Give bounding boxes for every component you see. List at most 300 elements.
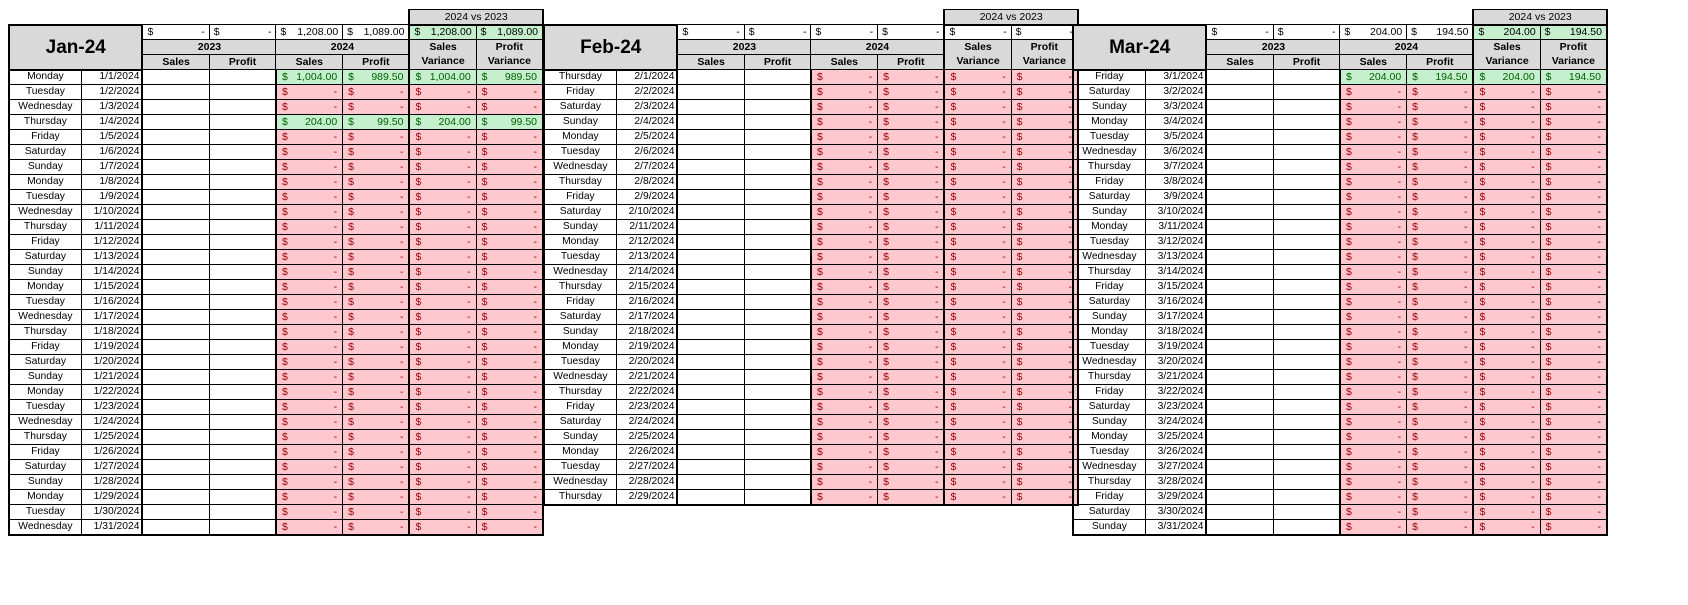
sales-variance-cell[interactable] xyxy=(944,205,1011,220)
profit-variance-cell[interactable] xyxy=(1540,340,1607,355)
date-cell[interactable]: 1/2/2024 xyxy=(81,85,142,100)
date-cell[interactable]: 2/5/2024 xyxy=(616,130,677,145)
day-cell[interactable]: Wednesday xyxy=(9,310,81,325)
profit-2023-cell[interactable] xyxy=(744,445,811,460)
profit-2024-cell[interactable] xyxy=(878,235,945,250)
profit-variance-cell[interactable] xyxy=(1540,265,1607,280)
sales-2023-cell[interactable] xyxy=(142,340,209,355)
sales-2024-cell[interactable] xyxy=(811,445,878,460)
sales-2023-cell[interactable] xyxy=(1206,445,1273,460)
month-total-cell[interactable] xyxy=(1540,25,1607,40)
profit-variance-cell[interactable] xyxy=(1011,235,1078,250)
profit-variance-cell[interactable] xyxy=(476,490,543,505)
profit-2024-cell[interactable] xyxy=(878,325,945,340)
date-cell[interactable]: 2/25/2024 xyxy=(616,430,677,445)
sales-variance-cell[interactable] xyxy=(409,265,476,280)
profit-2023-cell[interactable] xyxy=(744,430,811,445)
profit-2024-cell[interactable] xyxy=(1407,325,1474,340)
profit-2024-cell[interactable] xyxy=(1407,430,1474,445)
day-cell[interactable]: Sunday xyxy=(544,325,616,340)
sales-variance-cell[interactable] xyxy=(944,70,1011,85)
sales-variance-cell[interactable] xyxy=(1473,490,1540,505)
date-cell[interactable]: 3/29/2024 xyxy=(1145,490,1206,505)
day-cell[interactable]: Thursday xyxy=(544,490,616,505)
sales-2024-cell[interactable] xyxy=(1340,115,1407,130)
profit-variance-cell[interactable] xyxy=(1540,505,1607,520)
sales-2024-cell[interactable] xyxy=(811,400,878,415)
profit-2024-cell[interactable] xyxy=(878,415,945,430)
profit-2023-cell[interactable] xyxy=(744,385,811,400)
day-cell[interactable]: Friday xyxy=(9,130,81,145)
sales-2023-cell[interactable] xyxy=(142,160,209,175)
profit-2023-cell[interactable] xyxy=(1273,490,1340,505)
sales-2024-cell[interactable] xyxy=(1340,235,1407,250)
sales-variance-cell[interactable] xyxy=(1473,355,1540,370)
sales-2024-cell[interactable] xyxy=(811,370,878,385)
date-cell[interactable]: 2/14/2024 xyxy=(616,265,677,280)
profit-variance-cell[interactable] xyxy=(476,175,543,190)
date-cell[interactable]: 2/26/2024 xyxy=(616,445,677,460)
sales-2023-cell[interactable] xyxy=(142,235,209,250)
profit-variance-cell[interactable] xyxy=(1540,190,1607,205)
sales-2023-cell[interactable] xyxy=(1206,70,1273,85)
sales-variance-cell[interactable] xyxy=(944,175,1011,190)
sales-2023-cell[interactable] xyxy=(142,295,209,310)
profit-variance-cell[interactable] xyxy=(1011,190,1078,205)
sales-variance-cell[interactable] xyxy=(409,205,476,220)
sales-2023-cell[interactable] xyxy=(1206,310,1273,325)
date-cell[interactable]: 3/7/2024 xyxy=(1145,160,1206,175)
day-cell[interactable]: Wednesday xyxy=(544,160,616,175)
profit-2023-cell[interactable] xyxy=(1273,250,1340,265)
profit-variance-cell[interactable] xyxy=(476,445,543,460)
day-cell[interactable]: Monday xyxy=(9,490,81,505)
profit-2023-cell[interactable] xyxy=(209,340,276,355)
profit-2024-cell[interactable] xyxy=(1407,295,1474,310)
profit-2023-cell[interactable] xyxy=(1273,430,1340,445)
sales-variance-cell[interactable] xyxy=(1473,175,1540,190)
day-cell[interactable]: Monday xyxy=(9,175,81,190)
date-cell[interactable]: 2/3/2024 xyxy=(616,100,677,115)
sales-2023-cell[interactable] xyxy=(142,220,209,235)
sales-variance-cell[interactable] xyxy=(1473,415,1540,430)
sales-2023-cell[interactable] xyxy=(1206,355,1273,370)
date-cell[interactable]: 3/25/2024 xyxy=(1145,430,1206,445)
profit-2023-cell[interactable] xyxy=(744,280,811,295)
profit-2024-cell[interactable] xyxy=(343,445,410,460)
profit-2023-cell[interactable] xyxy=(209,130,276,145)
profit-variance-cell[interactable] xyxy=(1011,250,1078,265)
profit-variance-cell[interactable] xyxy=(1011,430,1078,445)
date-cell[interactable]: 3/1/2024 xyxy=(1145,70,1206,85)
date-cell[interactable]: 3/8/2024 xyxy=(1145,175,1206,190)
profit-variance-cell[interactable] xyxy=(476,130,543,145)
date-cell[interactable]: 3/16/2024 xyxy=(1145,295,1206,310)
sales-2023-cell[interactable] xyxy=(677,190,744,205)
sales-2023-cell[interactable] xyxy=(142,190,209,205)
day-cell[interactable]: Tuesday xyxy=(544,355,616,370)
day-cell[interactable]: Friday xyxy=(544,190,616,205)
sales-variance-cell[interactable] xyxy=(1473,85,1540,100)
date-cell[interactable]: 1/5/2024 xyxy=(81,130,142,145)
profit-2023-cell[interactable] xyxy=(744,265,811,280)
profit-2023-cell[interactable] xyxy=(744,160,811,175)
sales-variance-cell[interactable] xyxy=(1473,265,1540,280)
date-cell[interactable]: 3/13/2024 xyxy=(1145,250,1206,265)
profit-2024-cell[interactable] xyxy=(878,220,945,235)
sales-variance-cell[interactable] xyxy=(1473,160,1540,175)
sales-2024-cell[interactable] xyxy=(811,100,878,115)
sales-2023-cell[interactable] xyxy=(677,310,744,325)
sales-variance-cell[interactable] xyxy=(409,520,476,535)
sales-variance-cell[interactable] xyxy=(409,115,476,130)
day-cell[interactable]: Sunday xyxy=(544,115,616,130)
sales-2024-cell[interactable] xyxy=(276,415,343,430)
sales-2024-cell[interactable] xyxy=(1340,145,1407,160)
day-cell[interactable]: Thursday xyxy=(544,280,616,295)
sales-2024-cell[interactable] xyxy=(811,430,878,445)
profit-2024-cell[interactable] xyxy=(878,85,945,100)
day-cell[interactable]: Saturday xyxy=(544,205,616,220)
profit-variance-cell[interactable] xyxy=(476,265,543,280)
profit-2024-cell[interactable] xyxy=(1407,115,1474,130)
sales-2023-cell[interactable] xyxy=(142,445,209,460)
sales-variance-cell[interactable] xyxy=(944,85,1011,100)
sales-variance-cell[interactable] xyxy=(1473,370,1540,385)
day-cell[interactable]: Tuesday xyxy=(9,85,81,100)
profit-2024-cell[interactable] xyxy=(1407,100,1474,115)
day-cell[interactable]: Sunday xyxy=(1073,310,1145,325)
sales-2024-cell[interactable] xyxy=(1340,475,1407,490)
profit-variance-cell[interactable] xyxy=(476,460,543,475)
date-cell[interactable]: 3/11/2024 xyxy=(1145,220,1206,235)
date-cell[interactable]: 1/24/2024 xyxy=(81,415,142,430)
profit-2023-cell[interactable] xyxy=(1273,70,1340,85)
month-total-cell[interactable] xyxy=(1473,25,1540,40)
sales-2023-cell[interactable] xyxy=(142,490,209,505)
profit-variance-cell[interactable] xyxy=(1540,160,1607,175)
sales-2024-cell[interactable] xyxy=(1340,250,1407,265)
profit-2024-cell[interactable] xyxy=(1407,370,1474,385)
sales-2023-cell[interactable] xyxy=(677,175,744,190)
sales-2023-cell[interactable] xyxy=(142,250,209,265)
profit-2023-cell[interactable] xyxy=(1273,340,1340,355)
date-cell[interactable]: 3/28/2024 xyxy=(1145,475,1206,490)
sales-variance-cell[interactable] xyxy=(944,415,1011,430)
day-cell[interactable]: Sunday xyxy=(9,370,81,385)
day-cell[interactable]: Thursday xyxy=(1073,475,1145,490)
date-cell[interactable]: 2/22/2024 xyxy=(616,385,677,400)
profit-variance-cell[interactable] xyxy=(1011,160,1078,175)
day-cell[interactable]: Wednesday xyxy=(1073,460,1145,475)
profit-2024-cell[interactable] xyxy=(1407,205,1474,220)
sales-variance-cell[interactable] xyxy=(944,250,1011,265)
date-cell[interactable]: 2/20/2024 xyxy=(616,355,677,370)
profit-variance-cell[interactable] xyxy=(476,505,543,520)
profit-variance-cell[interactable] xyxy=(1011,145,1078,160)
date-cell[interactable]: 1/30/2024 xyxy=(81,505,142,520)
day-cell[interactable]: Saturday xyxy=(9,355,81,370)
profit-variance-cell[interactable] xyxy=(1540,115,1607,130)
profit-2023-cell[interactable] xyxy=(209,505,276,520)
month-total-cell[interactable] xyxy=(1407,25,1474,40)
day-cell[interactable]: Friday xyxy=(544,400,616,415)
sales-2023-cell[interactable] xyxy=(142,505,209,520)
sales-2023-cell[interactable] xyxy=(142,430,209,445)
profit-2024-cell[interactable] xyxy=(878,160,945,175)
sales-2024-cell[interactable] xyxy=(1340,265,1407,280)
sales-2024-cell[interactable] xyxy=(276,145,343,160)
month-total-cell[interactable] xyxy=(677,25,744,40)
profit-2023-cell[interactable] xyxy=(744,490,811,505)
sales-2024-cell[interactable] xyxy=(811,355,878,370)
profit-2024-cell[interactable] xyxy=(1407,400,1474,415)
sales-2024-cell[interactable] xyxy=(811,190,878,205)
sales-2023-cell[interactable] xyxy=(677,250,744,265)
sales-2023-cell[interactable] xyxy=(677,475,744,490)
sales-2023-cell[interactable] xyxy=(1206,100,1273,115)
profit-2024-cell[interactable] xyxy=(343,385,410,400)
date-cell[interactable]: 1/21/2024 xyxy=(81,370,142,385)
date-cell[interactable]: 3/6/2024 xyxy=(1145,145,1206,160)
profit-variance-cell[interactable] xyxy=(1540,70,1607,85)
sales-variance-cell[interactable] xyxy=(944,190,1011,205)
day-cell[interactable]: Friday xyxy=(9,340,81,355)
date-cell[interactable]: 2/21/2024 xyxy=(616,370,677,385)
date-cell[interactable]: 1/14/2024 xyxy=(81,265,142,280)
profit-2024-cell[interactable] xyxy=(343,400,410,415)
profit-2024-cell[interactable] xyxy=(1407,490,1474,505)
sales-2024-cell[interactable] xyxy=(1340,85,1407,100)
sales-2023-cell[interactable] xyxy=(142,175,209,190)
sales-2023-cell[interactable] xyxy=(677,280,744,295)
profit-2024-cell[interactable] xyxy=(878,100,945,115)
day-cell[interactable]: Saturday xyxy=(1073,295,1145,310)
sales-2023-cell[interactable] xyxy=(1206,235,1273,250)
profit-2024-cell[interactable] xyxy=(878,340,945,355)
sales-variance-cell[interactable] xyxy=(944,235,1011,250)
profit-2024-cell[interactable] xyxy=(343,160,410,175)
date-cell[interactable]: 1/11/2024 xyxy=(81,220,142,235)
month-total-cell[interactable] xyxy=(1206,25,1273,40)
sales-2023-cell[interactable] xyxy=(142,310,209,325)
day-cell[interactable]: Wednesday xyxy=(1073,250,1145,265)
sales-variance-cell[interactable] xyxy=(1473,235,1540,250)
sales-2024-cell[interactable] xyxy=(1340,295,1407,310)
date-cell[interactable]: 1/3/2024 xyxy=(81,100,142,115)
profit-variance-cell[interactable] xyxy=(476,190,543,205)
sales-2024-cell[interactable] xyxy=(1340,175,1407,190)
profit-2024-cell[interactable] xyxy=(878,370,945,385)
sales-2024-cell[interactable] xyxy=(276,115,343,130)
day-cell[interactable]: Sunday xyxy=(1073,100,1145,115)
day-cell[interactable]: Thursday xyxy=(9,430,81,445)
day-cell[interactable]: Friday xyxy=(1073,175,1145,190)
profit-2023-cell[interactable] xyxy=(209,250,276,265)
day-cell[interactable]: Thursday xyxy=(544,175,616,190)
profit-2023-cell[interactable] xyxy=(1273,145,1340,160)
sales-2024-cell[interactable] xyxy=(1340,385,1407,400)
date-cell[interactable]: 3/26/2024 xyxy=(1145,445,1206,460)
day-cell[interactable]: Tuesday xyxy=(1073,235,1145,250)
sales-variance-cell[interactable] xyxy=(409,85,476,100)
profit-2024-cell[interactable] xyxy=(878,445,945,460)
sales-variance-cell[interactable] xyxy=(1473,130,1540,145)
profit-2023-cell[interactable] xyxy=(1273,130,1340,145)
date-cell[interactable]: 1/27/2024 xyxy=(81,460,142,475)
profit-2024-cell[interactable] xyxy=(1407,280,1474,295)
day-cell[interactable]: Tuesday xyxy=(9,505,81,520)
sales-2023-cell[interactable] xyxy=(1206,520,1273,535)
sales-variance-cell[interactable] xyxy=(409,160,476,175)
profit-2023-cell[interactable] xyxy=(209,460,276,475)
day-cell[interactable]: Friday xyxy=(9,235,81,250)
sales-variance-cell[interactable] xyxy=(409,280,476,295)
date-cell[interactable]: 3/2/2024 xyxy=(1145,85,1206,100)
profit-2024-cell[interactable] xyxy=(878,280,945,295)
profit-2024-cell[interactable] xyxy=(343,490,410,505)
profit-2023-cell[interactable] xyxy=(744,310,811,325)
profit-variance-cell[interactable] xyxy=(1011,220,1078,235)
profit-2024-cell[interactable] xyxy=(878,295,945,310)
profit-2024-cell[interactable] xyxy=(878,385,945,400)
day-cell[interactable]: Monday xyxy=(9,385,81,400)
profit-2024-cell[interactable] xyxy=(1407,175,1474,190)
sales-2024-cell[interactable] xyxy=(276,160,343,175)
sales-2023-cell[interactable] xyxy=(1206,175,1273,190)
sales-2024-cell[interactable] xyxy=(1340,490,1407,505)
day-cell[interactable]: Monday xyxy=(9,70,81,85)
date-cell[interactable]: 2/8/2024 xyxy=(616,175,677,190)
profit-variance-cell[interactable] xyxy=(1540,445,1607,460)
profit-2024-cell[interactable] xyxy=(878,130,945,145)
sales-2024-cell[interactable] xyxy=(276,445,343,460)
sales-2024-cell[interactable] xyxy=(276,235,343,250)
sales-variance-cell[interactable] xyxy=(1473,505,1540,520)
sales-2024-cell[interactable] xyxy=(1340,220,1407,235)
date-cell[interactable]: 1/9/2024 xyxy=(81,190,142,205)
sales-2024-cell[interactable] xyxy=(276,265,343,280)
date-cell[interactable]: 3/5/2024 xyxy=(1145,130,1206,145)
profit-2023-cell[interactable] xyxy=(744,250,811,265)
sales-2023-cell[interactable] xyxy=(1206,415,1273,430)
profit-variance-cell[interactable] xyxy=(1540,310,1607,325)
profit-2023-cell[interactable] xyxy=(744,370,811,385)
sales-2023-cell[interactable] xyxy=(677,460,744,475)
day-cell[interactable]: Monday xyxy=(1073,325,1145,340)
sales-variance-cell[interactable] xyxy=(1473,250,1540,265)
date-cell[interactable]: 3/31/2024 xyxy=(1145,520,1206,535)
date-cell[interactable]: 2/24/2024 xyxy=(616,415,677,430)
sales-2024-cell[interactable] xyxy=(1340,190,1407,205)
date-cell[interactable]: 1/12/2024 xyxy=(81,235,142,250)
sales-variance-cell[interactable] xyxy=(944,310,1011,325)
sales-2023-cell[interactable] xyxy=(677,265,744,280)
profit-variance-cell[interactable] xyxy=(1011,280,1078,295)
sales-2024-cell[interactable] xyxy=(276,430,343,445)
profit-2023-cell[interactable] xyxy=(209,475,276,490)
profit-variance-cell[interactable] xyxy=(1011,85,1078,100)
sales-2024-cell[interactable] xyxy=(1340,100,1407,115)
profit-2023-cell[interactable] xyxy=(209,220,276,235)
date-cell[interactable]: 1/4/2024 xyxy=(81,115,142,130)
day-cell[interactable]: Sunday xyxy=(9,160,81,175)
sales-2023-cell[interactable] xyxy=(1206,205,1273,220)
sales-2024-cell[interactable] xyxy=(811,130,878,145)
sales-variance-cell[interactable] xyxy=(944,445,1011,460)
sales-2024-cell[interactable] xyxy=(1340,370,1407,385)
sales-variance-cell[interactable] xyxy=(1473,145,1540,160)
day-cell[interactable]: Wednesday xyxy=(9,100,81,115)
sales-2023-cell[interactable] xyxy=(677,130,744,145)
profit-2024-cell[interactable] xyxy=(1407,235,1474,250)
profit-2024-cell[interactable] xyxy=(1407,160,1474,175)
profit-variance-cell[interactable] xyxy=(476,115,543,130)
date-cell[interactable]: 2/15/2024 xyxy=(616,280,677,295)
sales-2024-cell[interactable] xyxy=(811,250,878,265)
day-cell[interactable]: Wednesday xyxy=(1073,355,1145,370)
profit-variance-cell[interactable] xyxy=(476,100,543,115)
sales-2024-cell[interactable] xyxy=(1340,505,1407,520)
sales-2023-cell[interactable] xyxy=(1206,115,1273,130)
profit-2023-cell[interactable] xyxy=(1273,355,1340,370)
sales-variance-cell[interactable] xyxy=(409,310,476,325)
sales-2023-cell[interactable] xyxy=(677,400,744,415)
sales-2023-cell[interactable] xyxy=(677,295,744,310)
profit-variance-cell[interactable] xyxy=(476,355,543,370)
sales-2023-cell[interactable] xyxy=(677,445,744,460)
profit-2024-cell[interactable] xyxy=(1407,130,1474,145)
sales-2024-cell[interactable] xyxy=(276,295,343,310)
day-cell[interactable]: Monday xyxy=(544,445,616,460)
sales-2024-cell[interactable] xyxy=(811,160,878,175)
day-cell[interactable]: Friday xyxy=(1073,280,1145,295)
profit-2023-cell[interactable] xyxy=(1273,325,1340,340)
day-cell[interactable]: Wednesday xyxy=(1073,145,1145,160)
day-cell[interactable]: Thursday xyxy=(544,385,616,400)
profit-variance-cell[interactable] xyxy=(476,295,543,310)
profit-2023-cell[interactable] xyxy=(1273,235,1340,250)
profit-variance-cell[interactable] xyxy=(1540,520,1607,535)
profit-2023-cell[interactable] xyxy=(209,190,276,205)
sales-2024-cell[interactable] xyxy=(811,280,878,295)
date-cell[interactable]: 3/4/2024 xyxy=(1145,115,1206,130)
profit-2024-cell[interactable] xyxy=(343,100,410,115)
profit-variance-cell[interactable] xyxy=(1011,400,1078,415)
sales-2023-cell[interactable] xyxy=(677,70,744,85)
day-cell[interactable]: Sunday xyxy=(544,430,616,445)
profit-2023-cell[interactable] xyxy=(1273,280,1340,295)
sales-2023-cell[interactable] xyxy=(1206,160,1273,175)
sales-2023-cell[interactable] xyxy=(1206,490,1273,505)
sales-2024-cell[interactable] xyxy=(276,70,343,85)
sales-2023-cell[interactable] xyxy=(142,385,209,400)
profit-variance-cell[interactable] xyxy=(1011,355,1078,370)
profit-variance-cell[interactable] xyxy=(1540,475,1607,490)
profit-2024-cell[interactable] xyxy=(1407,310,1474,325)
profit-variance-cell[interactable] xyxy=(1540,145,1607,160)
profit-variance-cell[interactable] xyxy=(1540,400,1607,415)
date-cell[interactable]: 1/19/2024 xyxy=(81,340,142,355)
sales-variance-cell[interactable] xyxy=(944,130,1011,145)
profit-2024-cell[interactable] xyxy=(1407,355,1474,370)
profit-2024-cell[interactable] xyxy=(1407,385,1474,400)
profit-2023-cell[interactable] xyxy=(744,205,811,220)
date-cell[interactable]: 3/3/2024 xyxy=(1145,100,1206,115)
sales-variance-cell[interactable] xyxy=(944,280,1011,295)
sales-variance-cell[interactable] xyxy=(409,415,476,430)
profit-2024-cell[interactable] xyxy=(343,115,410,130)
